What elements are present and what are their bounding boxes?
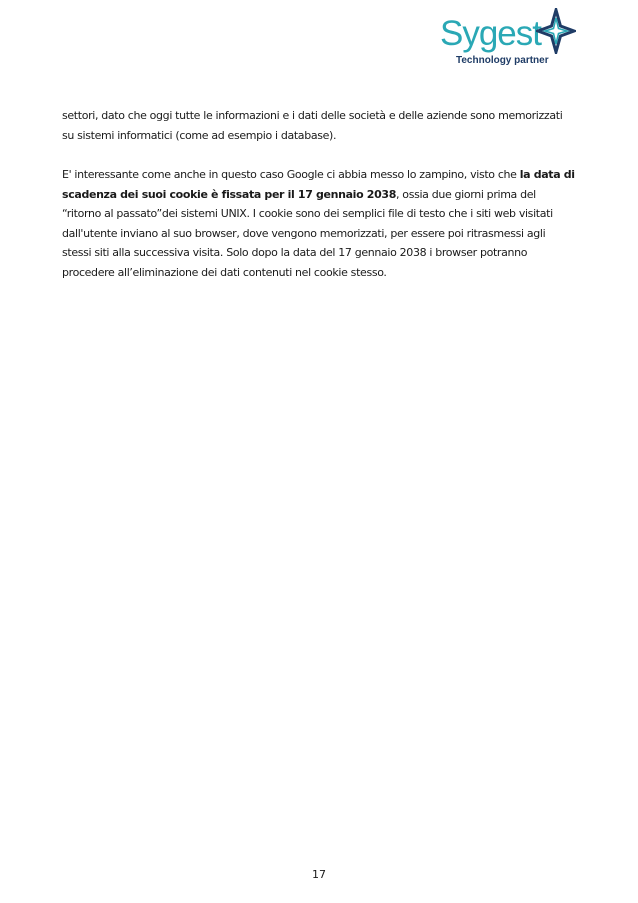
document-body	[62, 106, 576, 282]
page-number: 17	[312, 868, 326, 881]
paragraph-2-intro: E' interessante come anche in questo caso Google ci abbia messo lo zampino, visto che	[62, 168, 520, 181]
sygest-logo	[440, 8, 580, 74]
compass-star-icon	[536, 8, 576, 54]
logo-wordmark: Sygest	[440, 14, 541, 53]
logo-tagline: Technology partner	[456, 55, 549, 66]
paragraph-1: settori, dato che oggi tutte le informazioni e i dati delle società e delle aziende sono memorizzati su sistemi informatici (come ad esempio i database).	[62, 109, 563, 142]
paragraph-2-rest: , ossia due giorni prima del “ritorno al passato”dei sistemi UNIX. I cookie sono dei semplici file di testo che i siti web visitati dall'utente inviano al suo browser, dove vengono memorizzati, per essere poi ritrasmessi agli stessi siti alla successiva visita. Solo dopo la data del 17 gennaio 2038 i browser potranno procedere all’eliminazione dei dati contenuti nel cookie stesso.	[62, 187, 553, 279]
paragraph-2-bold-date: la data di scadenza dei suoi cookie è fissata per il 17 gennaio 2038	[62, 168, 575, 201]
paragraph-2	[62, 165, 576, 282]
